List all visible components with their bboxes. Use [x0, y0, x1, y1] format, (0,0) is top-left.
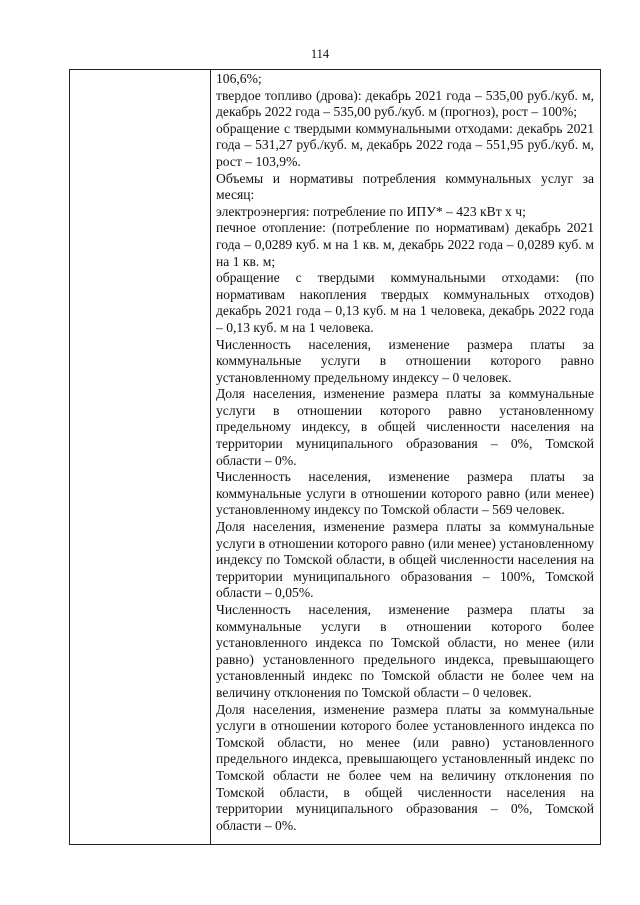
paragraph-waste-norms: обращение с твердыми коммунальными отходами: (по нормативам накопления твердых коммунальных отходов) декабрь 2021 года – 0,13 куб. м на 1 человека, декабрь 2022 года – 0,13 куб. м на 1 человека. [216, 270, 594, 335]
paragraph-population-above-index: Численность населения, изменение размера платы за коммунальные услуги в отношении которого более установленного индекса по Томской области, но менее (или равно) установленного предельного индекса, превышающего установленный индекс по Томской области не более чем на величину отклонения по Томской области – 0 человек. [216, 602, 594, 700]
paragraph-waste-tariff: обращение с твердыми коммунальными отходами: декабрь 2021 года – 531,27 руб./куб. м, декабрь 2022 года – 551,95 руб./куб. м, рост – 103,9%. [216, 120, 594, 169]
paragraph-share-above-index: Доля населения, изменение размера платы за коммунальные услуги в отношении которого более установленного индекса по Томской области, но менее (или равно) установленного предельного индекса, превышающего установленный индекс по Томской области не более чем на величину отклонения по Томской области, в общей численности населения на территории муниципального образования – 0%, Томской области – 0%. [216, 701, 594, 833]
paragraph-share-below-index: Доля населения, изменение размера платы за коммунальные услуги в отношении которого равно (или менее) установленному индексу по Томской области, в общей численности населения на территории муниципального образования – 100%, Томской области – 0,05%. [216, 519, 594, 601]
page-number: 114 [310, 47, 330, 61]
paragraph-stove-heating: печное отопление: (потребление по нормативам) декабрь 2021 года – 0,0289 куб. м на 1 кв. м, декабрь 2022 года – 0,0289 куб. м на 1 кв. м; [216, 220, 594, 269]
paragraph-population-equal-limit: Численность населения, изменение размера платы за коммунальные услуги в отношении которого равно установленному предельному индексу – 0 человек. [216, 336, 594, 385]
paragraph-population-below-index: Численность населения, изменение размера платы за коммунальные услуги в отношении которого равно (или менее) установленному индексу по Томской области – 569 человек. [216, 469, 594, 518]
paragraph-share-equal-limit: Доля населения, изменение размера платы за коммунальные услуги в отношении которого равно установленному предельному индексу, в общей численности населения на территории муниципального образования – 0%, Томской области – 0%. [216, 386, 594, 468]
paragraph-solid-fuel: твердое топливо (дрова): декабрь 2021 года – 535,00 руб./куб. м, декабрь 2022 года – 535,00 руб./куб. м (прогноз), рост – 100%; [216, 87, 594, 120]
document-table [69, 69, 601, 845]
paragraph-fuel-index-tail: 106,6%; [216, 71, 262, 86]
paragraph-electricity: электроэнергия: потребление по ИПУ* – 423 кВт х ч; [216, 203, 526, 219]
table-right-cell [211, 70, 600, 844]
table-left-cell [70, 70, 211, 844]
paragraph-consumption-heading: Объемы и нормативы потребления коммунальных услуг за месяц: [216, 170, 594, 203]
